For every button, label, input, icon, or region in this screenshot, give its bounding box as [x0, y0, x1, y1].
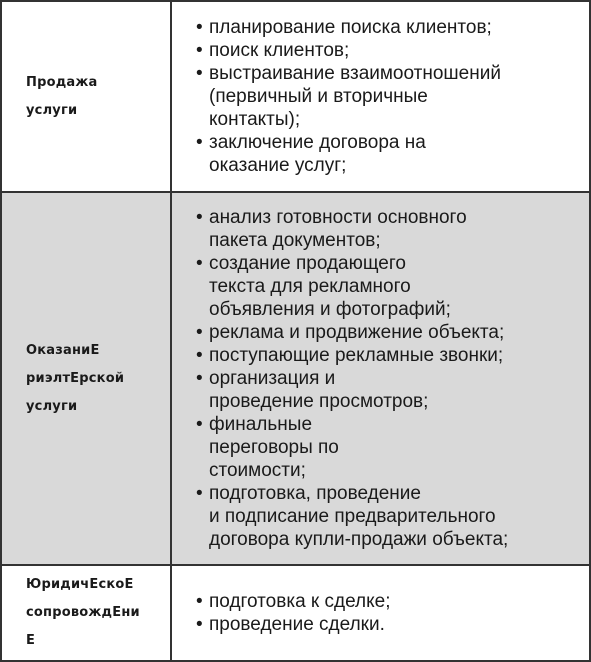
bullet-icon: • [196, 63, 203, 84]
list-item-text: проведение просмотров; [209, 391, 429, 412]
bullet-icon: • [196, 40, 203, 61]
list-item-text: организация и [209, 368, 336, 389]
bullet-icon: • [196, 614, 203, 635]
stage-label [26, 571, 140, 655]
bullet-icon: • [196, 322, 203, 343]
list-item-text: текста для рекламного [209, 276, 411, 297]
list-item [196, 131, 501, 177]
bullet-icon: • [196, 345, 203, 366]
stage-label-line: ЮридичЕскоЕ [26, 577, 134, 592]
list-item-text: пакета документов; [209, 230, 381, 251]
task-list [196, 206, 508, 551]
stage-label-line: услуги [26, 102, 78, 118]
list-item [196, 252, 508, 321]
list-item [196, 413, 508, 482]
list-item [196, 367, 508, 413]
list-item-text: стоимости; [209, 460, 306, 481]
list-item-text: поиск клиентов; [209, 40, 350, 61]
list-item [196, 16, 501, 39]
list-item-text: подготовка к сделке; [209, 591, 391, 612]
stage-label-line: Продажа [26, 74, 98, 90]
stage-label-line: сопровождЕни [26, 605, 140, 620]
stage-cell [2, 566, 172, 660]
list-item-text: контакты); [209, 109, 301, 130]
stage-label-line: ОказаниЕ [26, 342, 100, 358]
list-item-text: подготовка, проведение [209, 483, 421, 504]
list-item-text: анализ готовности основного [209, 207, 467, 228]
list-item-text: выстраивание взаимоотношений [209, 63, 501, 84]
list-item-text: финальные [209, 414, 313, 435]
bullet-icon: • [196, 368, 203, 389]
tasks-cell [172, 2, 589, 191]
stage-label-line: услуги [26, 398, 78, 414]
list-item-text: планирование поиска клиентов; [209, 17, 492, 38]
task-list [196, 16, 501, 177]
bullet-icon: • [196, 591, 203, 612]
task-list [196, 590, 390, 636]
list-item-text: договора купли-продажи объекта; [209, 529, 509, 550]
list-item-text: проведение сделки. [209, 614, 385, 635]
table-row-legal-support [2, 564, 589, 660]
list-item-text: переговоры по [209, 437, 339, 458]
bullet-icon: • [196, 253, 203, 274]
tasks-cell [172, 566, 589, 660]
table-row-realty-service [2, 191, 589, 564]
list-item-text: оказание услуг; [209, 155, 347, 176]
tasks-cell [172, 193, 589, 564]
list-item-text: заключение договора на [209, 132, 426, 153]
stage-label [26, 69, 98, 125]
list-item [196, 321, 508, 344]
bullet-icon: • [196, 483, 203, 504]
bullet-icon: • [196, 17, 203, 38]
list-item [196, 590, 390, 613]
stage-label-line: риэлтЕрской [26, 370, 125, 386]
list-item [196, 39, 501, 62]
list-item-text: создание продающего [209, 253, 406, 274]
list-item [196, 344, 508, 367]
list-item-text: (первичный и вторичные [209, 86, 428, 107]
table-row-sales [2, 2, 589, 191]
list-item [196, 613, 390, 636]
list-item [196, 206, 508, 252]
list-item-text: поступающие рекламные звонки; [209, 345, 504, 366]
stage-label-line: Е [26, 633, 36, 648]
list-item [196, 482, 508, 551]
bullet-icon: • [196, 414, 203, 435]
list-item-text: объявления и фотографий; [209, 299, 451, 320]
stage-label [26, 337, 124, 421]
list-item [196, 62, 501, 131]
stage-cell [2, 2, 172, 191]
bullet-icon: • [196, 207, 203, 228]
stage-cell [2, 193, 172, 564]
bullet-icon: • [196, 132, 203, 153]
list-item-text: и подписание предварительного [209, 506, 496, 527]
list-item-text: реклама и продвижение объекта; [209, 322, 505, 343]
